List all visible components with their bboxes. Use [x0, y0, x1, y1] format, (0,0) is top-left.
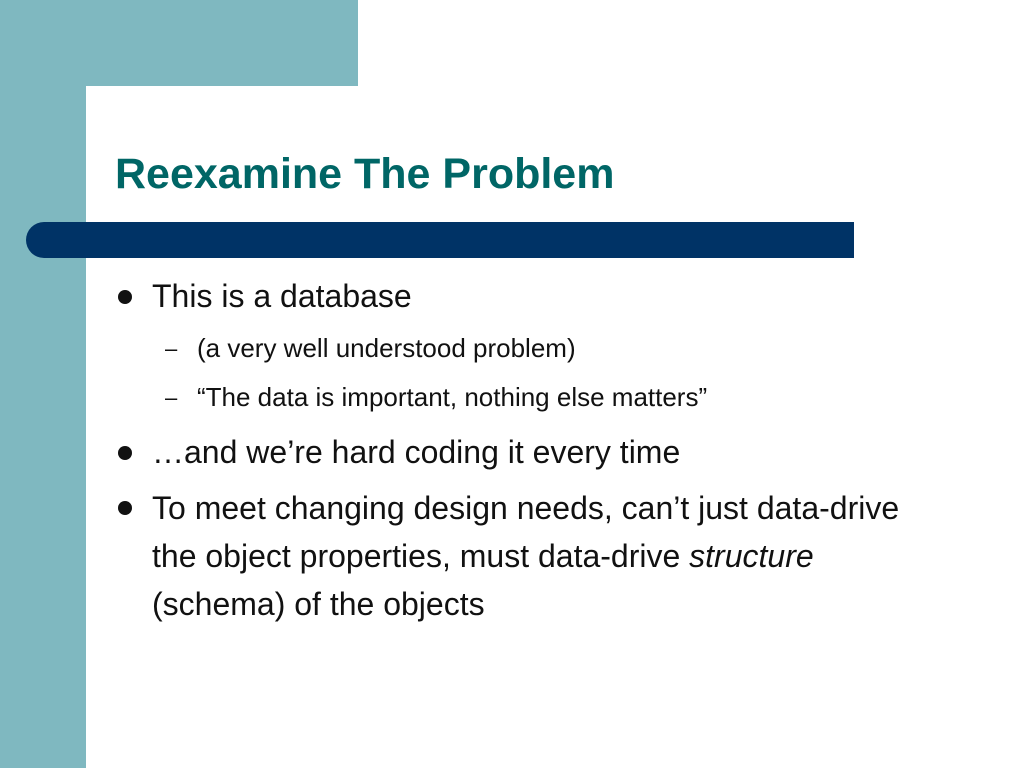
bullet-text: (schema) of the objects	[152, 586, 485, 622]
bullet-icon	[118, 290, 132, 304]
bullet-icon	[118, 446, 132, 460]
bullet-text: To meet changing design needs, can’t just data-drive the object properties, must data-drive	[152, 490, 900, 574]
sub-bullet-marker: –	[165, 336, 178, 361]
bullet-item: …and we’re hard coding it every time	[152, 434, 681, 470]
bullet-item	[152, 484, 922, 628]
sub-bullet-marker: –	[165, 385, 178, 410]
slide-title: Reexamine The Problem	[115, 150, 615, 198]
bullet-icon	[118, 501, 132, 515]
sub-bullet-item: (a very well understood problem)	[197, 333, 576, 363]
bullet-item: This is a database	[152, 278, 412, 314]
bullet-text-emphasis: structure	[689, 538, 814, 574]
sub-bullet-item: “The data is important, nothing else matters”	[197, 382, 708, 412]
